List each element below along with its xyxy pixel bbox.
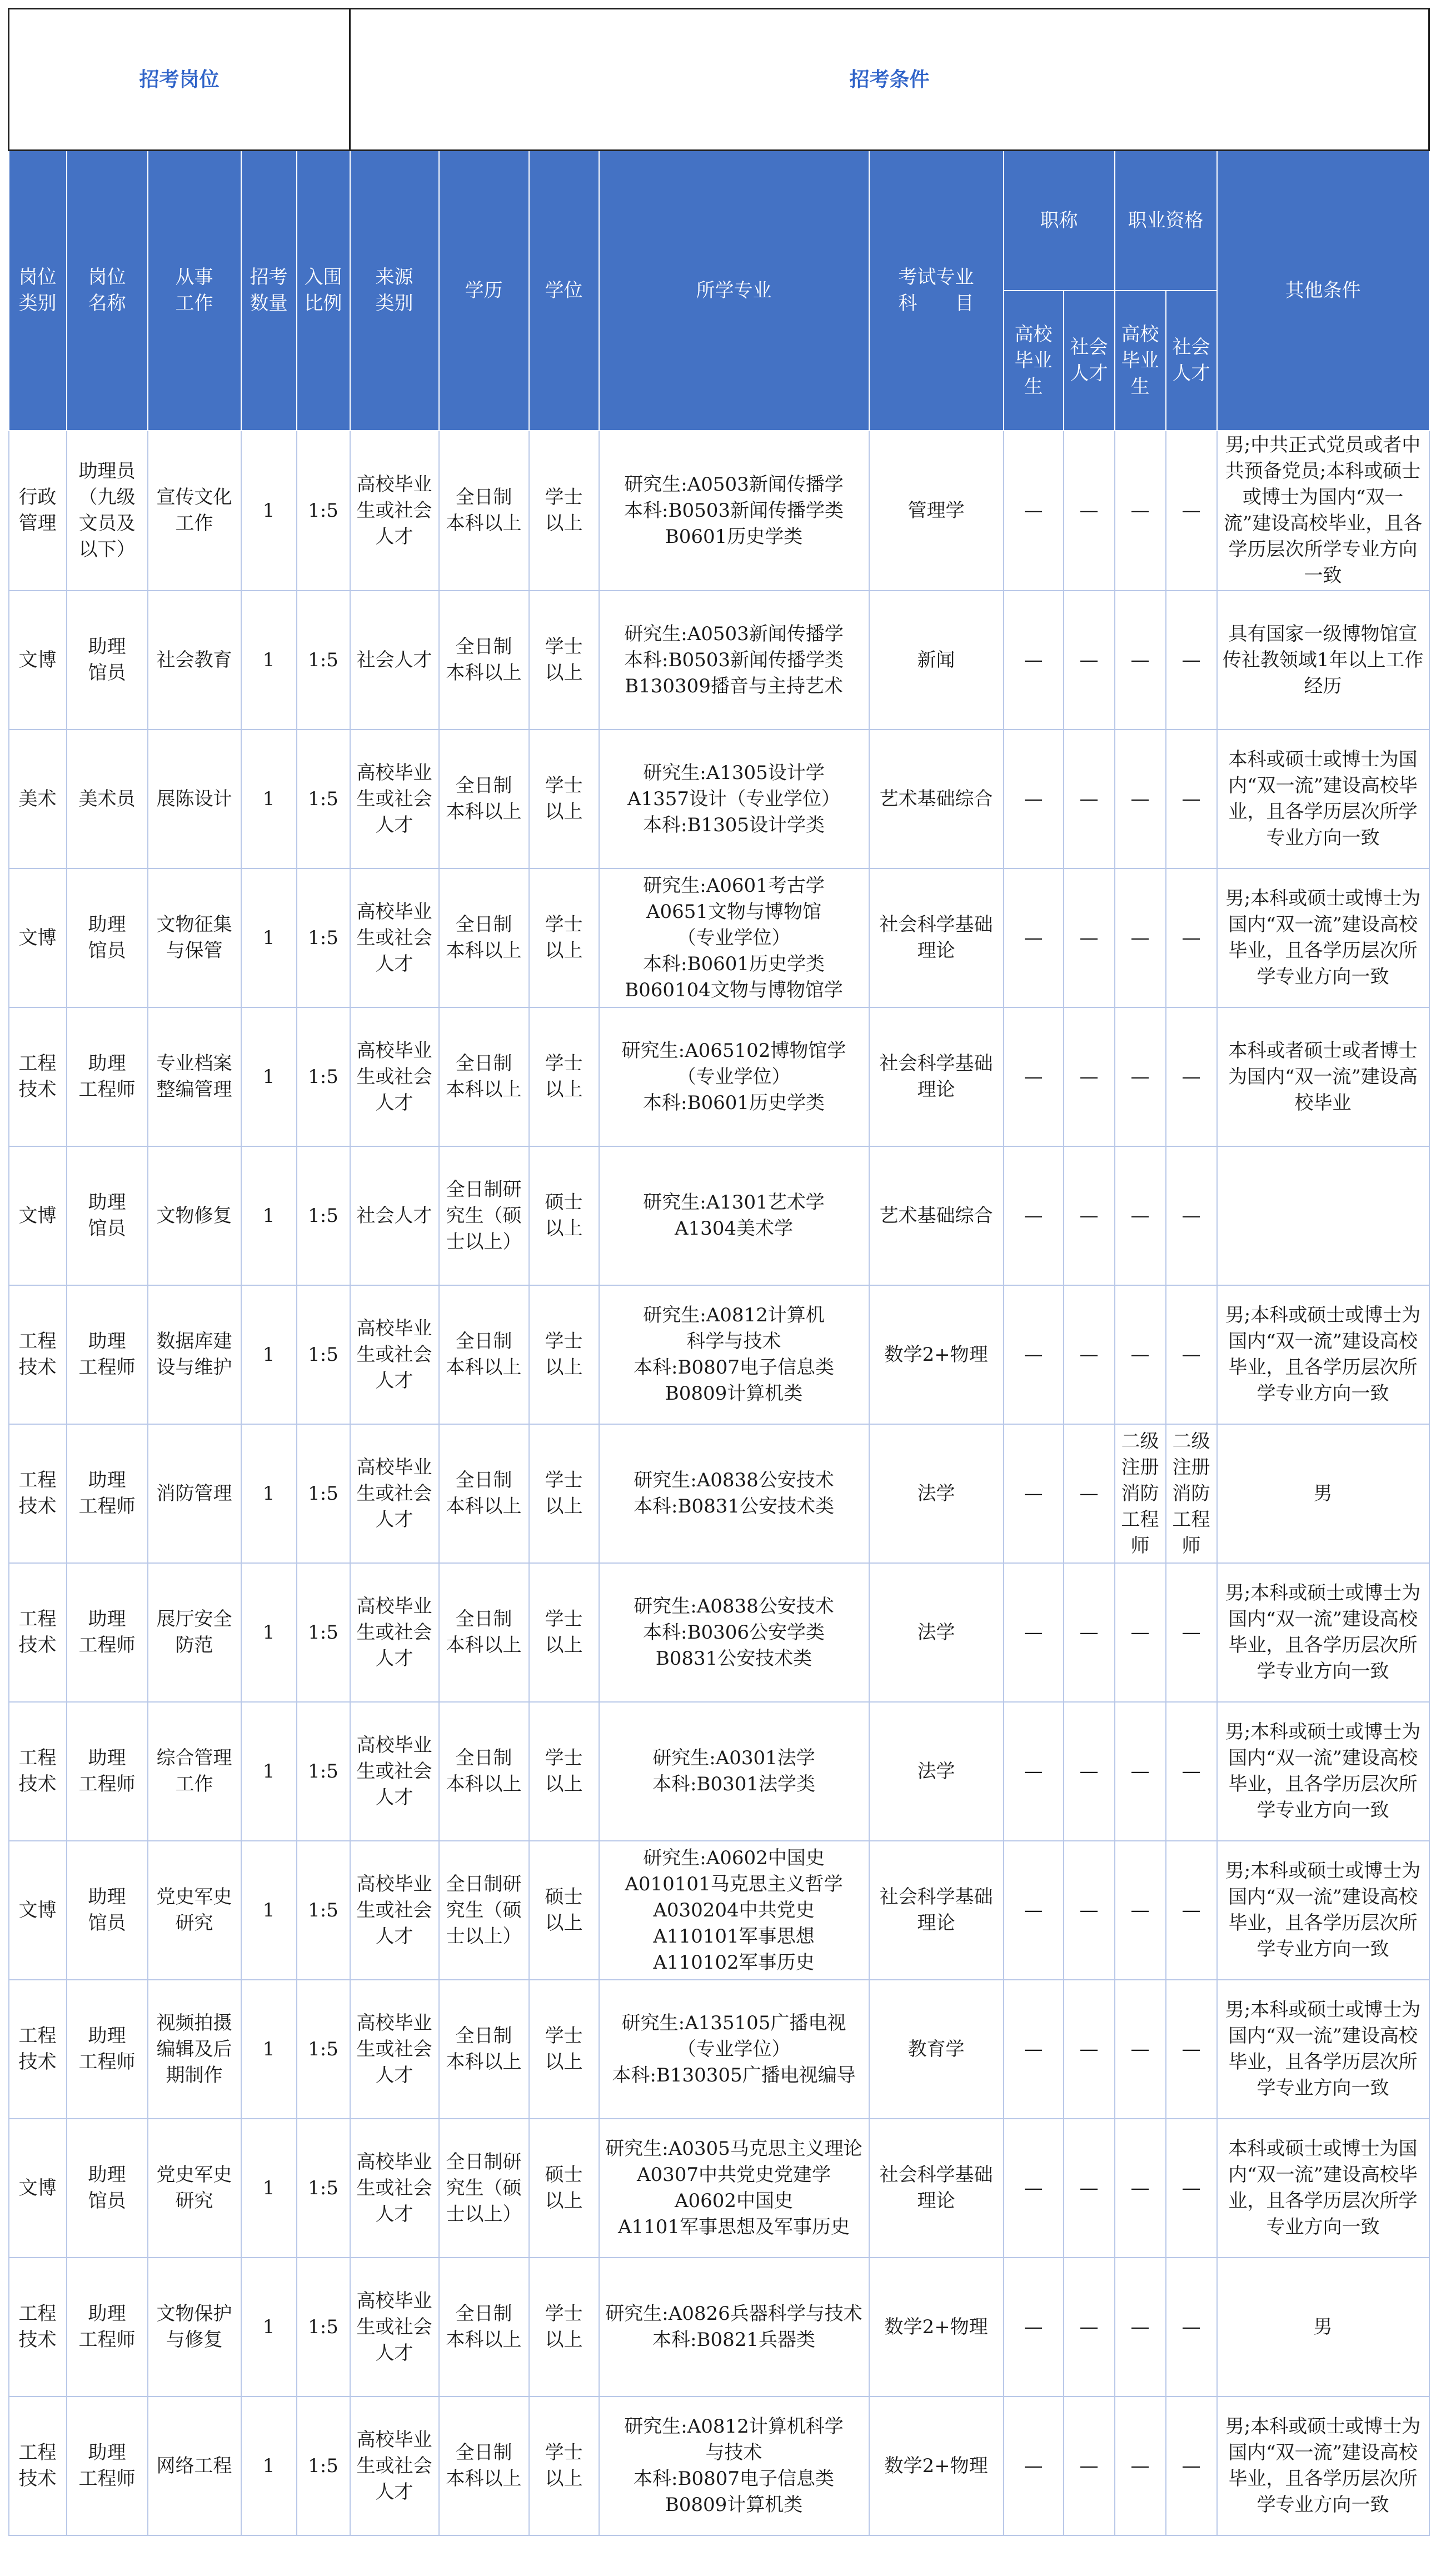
cell-qual-social: — bbox=[1166, 1146, 1217, 1285]
cell-title-social: — bbox=[1064, 2258, 1115, 2397]
cell-title-grad: — bbox=[1004, 1424, 1064, 1563]
cell-work: 文物保护 与修复 bbox=[148, 2258, 241, 2397]
cell-exam: 社会科学基础 理论 bbox=[869, 1007, 1004, 1146]
cell-exam: 数学2+物理 bbox=[869, 2258, 1004, 2397]
cell-other: 具有国家一级博物馆宣传社教领域1年以上工作经历 bbox=[1217, 591, 1429, 730]
cell-major: 研究生:A0812计算机科学 与技术 本科:B0807电子信息类 B0809计算机类 bbox=[599, 2397, 869, 2535]
cell-other: 男;本科或硕士或博士为国内“双一流”建设高校毕业，且各学历层次所学专业方向一致 bbox=[1217, 1980, 1429, 2119]
cell-exam: 社会科学基础 理论 bbox=[869, 868, 1004, 1007]
cell-qual-social: — bbox=[1166, 1841, 1217, 1980]
cell-education: 全日制 本科以上 bbox=[439, 1563, 529, 1702]
cell-quota: 1 bbox=[241, 1146, 297, 1285]
cell-category: 工程 技术 bbox=[9, 1702, 67, 1841]
cell-category: 文博 bbox=[9, 868, 67, 1007]
cell-qual-grad: — bbox=[1115, 730, 1166, 868]
cell-quota: 1 bbox=[241, 730, 297, 868]
cell-category: 工程 技术 bbox=[9, 1285, 67, 1424]
cell-title-grad: — bbox=[1004, 868, 1064, 1007]
table-row bbox=[9, 1007, 1429, 1146]
cell-education: 全日制 本科以上 bbox=[439, 2397, 529, 2535]
cell-major: 研究生:A0602中国史 A010101马克思主义哲学 A030204中共党史 A110101军事思想 A110102军事历史 bbox=[599, 1841, 869, 1980]
cell-ratio: 1:5 bbox=[297, 868, 350, 1007]
cell-work: 视频拍摄 编辑及后 期制作 bbox=[148, 1980, 241, 2119]
cell-major: 研究生:A1305设计学 A1357设计（专业学位） 本科:B1305设计学类 bbox=[599, 730, 869, 868]
cell-name: 助理员 （九级 文员及 以下） bbox=[67, 431, 148, 591]
cell-category: 工程 技术 bbox=[9, 2397, 67, 2535]
cell-work: 数据库建 设与维护 bbox=[148, 1285, 241, 1424]
cell-other: 男;本科或硕士或博士为国内“双一流”建设高校毕业，且各学历层次所学专业方向一致 bbox=[1217, 2397, 1429, 2535]
cell-exam: 法学 bbox=[869, 1563, 1004, 1702]
cell-source: 高校毕业 生或社会 人才 bbox=[350, 1980, 439, 2119]
cell-qual-grad: — bbox=[1115, 1146, 1166, 1285]
cell-degree: 学士 以上 bbox=[529, 2258, 599, 2397]
cell-category: 美术 bbox=[9, 730, 67, 868]
cell-ratio: 1:5 bbox=[297, 1980, 350, 2119]
cell-qual-grad: — bbox=[1115, 1007, 1166, 1146]
cell-name: 助理 工程师 bbox=[67, 1424, 148, 1563]
cell-work: 文物修复 bbox=[148, 1146, 241, 1285]
cell-title-social: — bbox=[1064, 1563, 1115, 1702]
cell-ratio: 1:5 bbox=[297, 1424, 350, 1563]
cell-title-grad: — bbox=[1004, 730, 1064, 868]
cell-title-grad: — bbox=[1004, 1841, 1064, 1980]
cell-name: 助理 工程师 bbox=[67, 1980, 148, 2119]
table-row bbox=[9, 1285, 1429, 1424]
cell-major: 研究生:A0826兵器科学与技术 本科:B0821兵器类 bbox=[599, 2258, 869, 2397]
cell-exam: 艺术基础综合 bbox=[869, 730, 1004, 868]
cell-major: 研究生:A0503新闻传播学 本科:B0503新闻传播学类 B130309播音与主持艺术 bbox=[599, 591, 869, 730]
cell-other: 男 bbox=[1217, 1424, 1429, 1563]
cell-title-social: — bbox=[1064, 1007, 1115, 1146]
cell-work: 党史军史 研究 bbox=[148, 1841, 241, 1980]
header-title: 职称 bbox=[1004, 151, 1115, 291]
cell-category: 文博 bbox=[9, 2119, 67, 2258]
cell-work: 展厅安全 防范 bbox=[148, 1563, 241, 1702]
table-row bbox=[9, 730, 1429, 868]
cell-major: 研究生:A0503新闻传播学 本科:B0503新闻传播学类 B0601历史学类 bbox=[599, 431, 869, 591]
cell-ratio: 1:5 bbox=[297, 730, 350, 868]
cell-other: 本科或硕士或博士为国内“双一流”建设高校毕业，且各学历层次所学专业方向一致 bbox=[1217, 730, 1429, 868]
cell-quota: 1 bbox=[241, 1007, 297, 1146]
header-education: 学历 bbox=[439, 151, 529, 431]
cell-degree: 学士 以上 bbox=[529, 730, 599, 868]
cell-title-grad: — bbox=[1004, 431, 1064, 591]
cell-exam: 法学 bbox=[869, 1702, 1004, 1841]
cell-quota: 1 bbox=[241, 868, 297, 1007]
table-row bbox=[9, 1980, 1429, 2119]
cell-work: 网络工程 bbox=[148, 2397, 241, 2535]
cell-ratio: 1:5 bbox=[297, 1146, 350, 1285]
cell-name: 助理 工程师 bbox=[67, 1702, 148, 1841]
cell-qual-social: 二级 注册 消防 工程 师 bbox=[1166, 1424, 1217, 1563]
cell-title-grad: — bbox=[1004, 1007, 1064, 1146]
cell-major: 研究生:A135105广播电视 （专业学位） 本科:B130305广播电视编导 bbox=[599, 1980, 869, 2119]
cell-exam: 教育学 bbox=[869, 1980, 1004, 2119]
header-degree: 学位 bbox=[529, 151, 599, 431]
cell-qual-grad: — bbox=[1115, 591, 1166, 730]
cell-major: 研究生:A0601考古学 A0651文物与博物馆 （专业学位） 本科:B0601历史学类 B060104文物与博物馆学 bbox=[599, 868, 869, 1007]
cell-degree: 学士 以上 bbox=[529, 1424, 599, 1563]
cell-major: 研究生:A0301法学 本科:B0301法学类 bbox=[599, 1702, 869, 1841]
header-qual-social: 社会 人才 bbox=[1166, 291, 1217, 431]
cell-qual-social: — bbox=[1166, 1007, 1217, 1146]
table-row bbox=[9, 431, 1429, 591]
cell-degree: 学士 以上 bbox=[529, 1980, 599, 2119]
table-row bbox=[9, 2119, 1429, 2258]
cell-qual-grad: — bbox=[1115, 1841, 1166, 1980]
cell-source: 高校毕业 生或社会 人才 bbox=[350, 1007, 439, 1146]
header-other: 其他条件 bbox=[1217, 151, 1429, 431]
cell-name: 助理 馆员 bbox=[67, 1146, 148, 1285]
header-major: 所学专业 bbox=[599, 151, 869, 431]
cell-other: 本科或者硕士或者博士为国内“双一流”建设高校毕业 bbox=[1217, 1007, 1429, 1146]
cell-ratio: 1:5 bbox=[297, 591, 350, 730]
cell-degree: 学士 以上 bbox=[529, 868, 599, 1007]
cell-category: 工程 技术 bbox=[9, 1980, 67, 2119]
cell-title-social: — bbox=[1064, 591, 1115, 730]
cell-category: 行政 管理 bbox=[9, 431, 67, 591]
cell-source: 高校毕业 生或社会 人才 bbox=[350, 1563, 439, 1702]
cell-major: 研究生:A0838公安技术 本科:B0306公安学类 B0831公安技术类 bbox=[599, 1563, 869, 1702]
cell-major: 研究生:A0305马克思主义理论 A0307中共党史党建学 A0602中国史 A1101军事思想及军事历史 bbox=[599, 2119, 869, 2258]
cell-qual-grad: — bbox=[1115, 2397, 1166, 2535]
cell-qual-grad: — bbox=[1115, 1702, 1166, 1841]
header-title-social: 社会 人才 bbox=[1064, 291, 1115, 431]
cell-title-social: — bbox=[1064, 1424, 1115, 1563]
conditions-section-header: 招考条件 bbox=[350, 9, 1429, 151]
table-row bbox=[9, 591, 1429, 730]
cell-category: 工程 技术 bbox=[9, 1424, 67, 1563]
cell-category: 文博 bbox=[9, 1841, 67, 1980]
cell-qual-social: — bbox=[1166, 2119, 1217, 2258]
cell-quota: 1 bbox=[241, 2397, 297, 2535]
cell-ratio: 1:5 bbox=[297, 1285, 350, 1424]
header-title-grad: 高校 毕业 生 bbox=[1004, 291, 1064, 431]
cell-major: 研究生:A0838公安技术 本科:B0831公安技术类 bbox=[599, 1424, 869, 1563]
cell-title-grad: — bbox=[1004, 1146, 1064, 1285]
header-quota: 招考 数量 bbox=[241, 151, 297, 431]
cell-source: 高校毕业 生或社会 人才 bbox=[350, 868, 439, 1007]
cell-quota: 1 bbox=[241, 2258, 297, 2397]
cell-qual-social: — bbox=[1166, 1702, 1217, 1841]
cell-category: 工程 技术 bbox=[9, 2258, 67, 2397]
header-name: 岗位 名称 bbox=[67, 151, 148, 431]
cell-ratio: 1:5 bbox=[297, 1007, 350, 1146]
cell-qual-social: — bbox=[1166, 591, 1217, 730]
cell-quota: 1 bbox=[241, 591, 297, 730]
cell-name: 美术员 bbox=[67, 730, 148, 868]
cell-education: 全日制 本科以上 bbox=[439, 591, 529, 730]
header-work: 从事 工作 bbox=[148, 151, 241, 431]
cell-qual-social: — bbox=[1166, 868, 1217, 1007]
cell-education: 全日制 本科以上 bbox=[439, 431, 529, 591]
cell-exam: 社会科学基础 理论 bbox=[869, 1841, 1004, 1980]
cell-ratio: 1:5 bbox=[297, 1702, 350, 1841]
cell-name: 助理 工程师 bbox=[67, 2397, 148, 2535]
cell-quota: 1 bbox=[241, 1285, 297, 1424]
table-row bbox=[9, 1563, 1429, 1702]
cell-quota: 1 bbox=[241, 1841, 297, 1980]
column-header-row bbox=[9, 151, 1429, 291]
cell-qual-social: — bbox=[1166, 1563, 1217, 1702]
cell-quota: 1 bbox=[241, 431, 297, 591]
recruitment-table bbox=[8, 8, 1430, 2536]
cell-title-social: — bbox=[1064, 730, 1115, 868]
cell-source: 高校毕业 生或社会 人才 bbox=[350, 2397, 439, 2535]
cell-other: 男;本科或硕士或博士为国内“双一流”建设高校毕业，且各学历层次所学专业方向一致 bbox=[1217, 1285, 1429, 1424]
cell-other bbox=[1217, 1146, 1429, 1285]
cell-qual-grad: — bbox=[1115, 868, 1166, 1007]
cell-qual-social: — bbox=[1166, 1285, 1217, 1424]
cell-work: 专业档案 整编管理 bbox=[148, 1007, 241, 1146]
cell-major: 研究生:A1301艺术学 A1304美术学 bbox=[599, 1146, 869, 1285]
cell-title-social: — bbox=[1064, 1841, 1115, 1980]
header-ratio: 入围 比例 bbox=[297, 151, 350, 431]
cell-source: 高校毕业 生或社会 人才 bbox=[350, 2258, 439, 2397]
table-row bbox=[9, 1424, 1429, 1563]
cell-qual-social: — bbox=[1166, 730, 1217, 868]
cell-title-grad: — bbox=[1004, 2119, 1064, 2258]
cell-education: 全日制 本科以上 bbox=[439, 868, 529, 1007]
cell-title-grad: — bbox=[1004, 2397, 1064, 2535]
cell-source: 高校毕业 生或社会 人才 bbox=[350, 1841, 439, 1980]
cell-degree: 学士 以上 bbox=[529, 1007, 599, 1146]
cell-exam: 新闻 bbox=[869, 591, 1004, 730]
cell-other: 男;本科或硕士或博士为国内“双一流”建设高校毕业，且各学历层次所学专业方向一致 bbox=[1217, 1563, 1429, 1702]
cell-title-grad: — bbox=[1004, 591, 1064, 730]
cell-name: 助理 馆员 bbox=[67, 591, 148, 730]
cell-ratio: 1:5 bbox=[297, 2397, 350, 2535]
cell-source: 高校毕业 生或社会 人才 bbox=[350, 431, 439, 591]
cell-quota: 1 bbox=[241, 1702, 297, 1841]
table-row bbox=[9, 1841, 1429, 1980]
cell-category: 文博 bbox=[9, 1146, 67, 1285]
cell-education: 全日制 本科以上 bbox=[439, 730, 529, 868]
cell-qual-social: — bbox=[1166, 431, 1217, 591]
cell-exam: 数学2+物理 bbox=[869, 1285, 1004, 1424]
cell-education: 全日制 本科以上 bbox=[439, 1007, 529, 1146]
cell-major: 研究生:A0812计算机 科学与技术 本科:B0807电子信息类 B0809计算机类 bbox=[599, 1285, 869, 1424]
cell-degree: 硕士 以上 bbox=[529, 1146, 599, 1285]
cell-qual-grad: 二级 注册 消防 工程 师 bbox=[1115, 1424, 1166, 1563]
cell-title-social: — bbox=[1064, 1702, 1115, 1841]
cell-education: 全日制研 究生（硕 士以上） bbox=[439, 1146, 529, 1285]
cell-title-grad: — bbox=[1004, 1563, 1064, 1702]
cell-quota: 1 bbox=[241, 1563, 297, 1702]
cell-other: 男;本科或硕士或博士为国内“双一流”建设高校毕业，且各学历层次所学专业方向一致 bbox=[1217, 1702, 1429, 1841]
cell-name: 助理 馆员 bbox=[67, 868, 148, 1007]
cell-exam: 数学2+物理 bbox=[869, 2397, 1004, 2535]
cell-degree: 学士 以上 bbox=[529, 431, 599, 591]
table-body bbox=[9, 431, 1429, 2535]
cell-quota: 1 bbox=[241, 2119, 297, 2258]
cell-source: 高校毕业 生或社会 人才 bbox=[350, 2119, 439, 2258]
cell-category: 工程 技术 bbox=[9, 1563, 67, 1702]
cell-major: 研究生:A065102博物馆学 （专业学位） 本科:B0601历史学类 bbox=[599, 1007, 869, 1146]
cell-name: 助理 工程师 bbox=[67, 2258, 148, 2397]
cell-category: 文博 bbox=[9, 591, 67, 730]
cell-work: 党史军史 研究 bbox=[148, 2119, 241, 2258]
cell-other: 男;中共正式党员或者中共预备党员;本科或硕士或博士为国内“双一流”建设高校毕业，且各学历层次所学专业方向一致 bbox=[1217, 431, 1429, 591]
cell-education: 全日制研 究生（硕 士以上） bbox=[439, 2119, 529, 2258]
cell-other: 男;本科或硕士或博士为国内“双一流”建设高校毕业，且各学历层次所学专业方向一致 bbox=[1217, 868, 1429, 1007]
table-row bbox=[9, 2397, 1429, 2535]
cell-source: 高校毕业 生或社会 人才 bbox=[350, 1702, 439, 1841]
table-row bbox=[9, 2258, 1429, 2397]
header-category: 岗位 类别 bbox=[9, 151, 67, 431]
cell-qual-grad: — bbox=[1115, 1563, 1166, 1702]
cell-work: 社会教育 bbox=[148, 591, 241, 730]
cell-title-social: — bbox=[1064, 1285, 1115, 1424]
header-exam: 考试专业 科 目 bbox=[869, 151, 1004, 431]
cell-work: 文物征集 与保管 bbox=[148, 868, 241, 1007]
cell-quota: 1 bbox=[241, 1980, 297, 2119]
cell-ratio: 1:5 bbox=[297, 2119, 350, 2258]
cell-title-grad: — bbox=[1004, 1980, 1064, 2119]
table-row bbox=[9, 1146, 1429, 1285]
cell-source: 社会人才 bbox=[350, 1146, 439, 1285]
cell-work: 消防管理 bbox=[148, 1424, 241, 1563]
cell-name: 助理 工程师 bbox=[67, 1563, 148, 1702]
table-row bbox=[9, 868, 1429, 1007]
cell-exam: 艺术基础综合 bbox=[869, 1146, 1004, 1285]
cell-qual-social: — bbox=[1166, 2397, 1217, 2535]
cell-title-social: — bbox=[1064, 431, 1115, 591]
cell-qual-grad: — bbox=[1115, 1285, 1166, 1424]
cell-title-grad: — bbox=[1004, 2258, 1064, 2397]
cell-title-social: — bbox=[1064, 2119, 1115, 2258]
cell-title-social: — bbox=[1064, 868, 1115, 1007]
cell-education: 全日制 本科以上 bbox=[439, 1285, 529, 1424]
cell-ratio: 1:5 bbox=[297, 2258, 350, 2397]
cell-other: 男;本科或硕士或博士为国内“双一流”建设高校毕业，且各学历层次所学专业方向一致 bbox=[1217, 1841, 1429, 1980]
cell-ratio: 1:5 bbox=[297, 1563, 350, 1702]
cell-education: 全日制 本科以上 bbox=[439, 1980, 529, 2119]
cell-name: 助理 工程师 bbox=[67, 1007, 148, 1146]
cell-source: 高校毕业 生或社会 人才 bbox=[350, 730, 439, 868]
cell-work: 综合管理 工作 bbox=[148, 1702, 241, 1841]
cell-degree: 学士 以上 bbox=[529, 1285, 599, 1424]
cell-qual-grad: — bbox=[1115, 431, 1166, 591]
cell-title-social: — bbox=[1064, 1980, 1115, 2119]
cell-source: 社会人才 bbox=[350, 591, 439, 730]
cell-quota: 1 bbox=[241, 1424, 297, 1563]
cell-qual-social: — bbox=[1166, 2258, 1217, 2397]
cell-other: 男 bbox=[1217, 2258, 1429, 2397]
cell-title-grad: — bbox=[1004, 1702, 1064, 1841]
header-source: 来源 类别 bbox=[350, 151, 439, 431]
cell-exam: 社会科学基础 理论 bbox=[869, 2119, 1004, 2258]
cell-work: 展陈设计 bbox=[148, 730, 241, 868]
cell-qual-grad: — bbox=[1115, 2119, 1166, 2258]
cell-education: 全日制研 究生（硕 士以上） bbox=[439, 1841, 529, 1980]
posts-section-header: 招考岗位 bbox=[9, 9, 350, 151]
cell-qual-social: — bbox=[1166, 1980, 1217, 2119]
cell-title-social: — bbox=[1064, 2397, 1115, 2535]
header-qual-grad: 高校 毕业 生 bbox=[1115, 291, 1166, 431]
cell-degree: 学士 以上 bbox=[529, 1702, 599, 1841]
cell-degree: 学士 以上 bbox=[529, 591, 599, 730]
cell-work: 宣传文化 工作 bbox=[148, 431, 241, 591]
cell-degree: 学士 以上 bbox=[529, 2397, 599, 2535]
cell-education: 全日制 本科以上 bbox=[439, 2258, 529, 2397]
cell-exam: 管理学 bbox=[869, 431, 1004, 591]
cell-name: 助理 馆员 bbox=[67, 2119, 148, 2258]
table-row bbox=[9, 1702, 1429, 1841]
cell-education: 全日制 本科以上 bbox=[439, 1424, 529, 1563]
cell-ratio: 1:5 bbox=[297, 431, 350, 591]
cell-source: 高校毕业 生或社会 人才 bbox=[350, 1424, 439, 1563]
cell-title-social: — bbox=[1064, 1146, 1115, 1285]
section-band-row bbox=[9, 9, 1429, 151]
cell-ratio: 1:5 bbox=[297, 1841, 350, 1980]
cell-other: 本科或硕士或博士为国内“双一流”建设高校毕业，且各学历层次所学专业方向一致 bbox=[1217, 2119, 1429, 2258]
cell-source: 高校毕业 生或社会 人才 bbox=[350, 1285, 439, 1424]
header-qualification: 职业资格 bbox=[1115, 151, 1217, 291]
cell-degree: 硕士 以上 bbox=[529, 1841, 599, 1980]
cell-qual-grad: — bbox=[1115, 1980, 1166, 2119]
cell-category: 工程 技术 bbox=[9, 1007, 67, 1146]
cell-exam: 法学 bbox=[869, 1424, 1004, 1563]
cell-name: 助理 馆员 bbox=[67, 1841, 148, 1980]
cell-degree: 学士 以上 bbox=[529, 1563, 599, 1702]
cell-title-grad: — bbox=[1004, 1285, 1064, 1424]
cell-degree: 硕士 以上 bbox=[529, 2119, 599, 2258]
cell-education: 全日制 本科以上 bbox=[439, 1702, 529, 1841]
cell-qual-grad: — bbox=[1115, 2258, 1166, 2397]
cell-name: 助理 工程师 bbox=[67, 1285, 148, 1424]
